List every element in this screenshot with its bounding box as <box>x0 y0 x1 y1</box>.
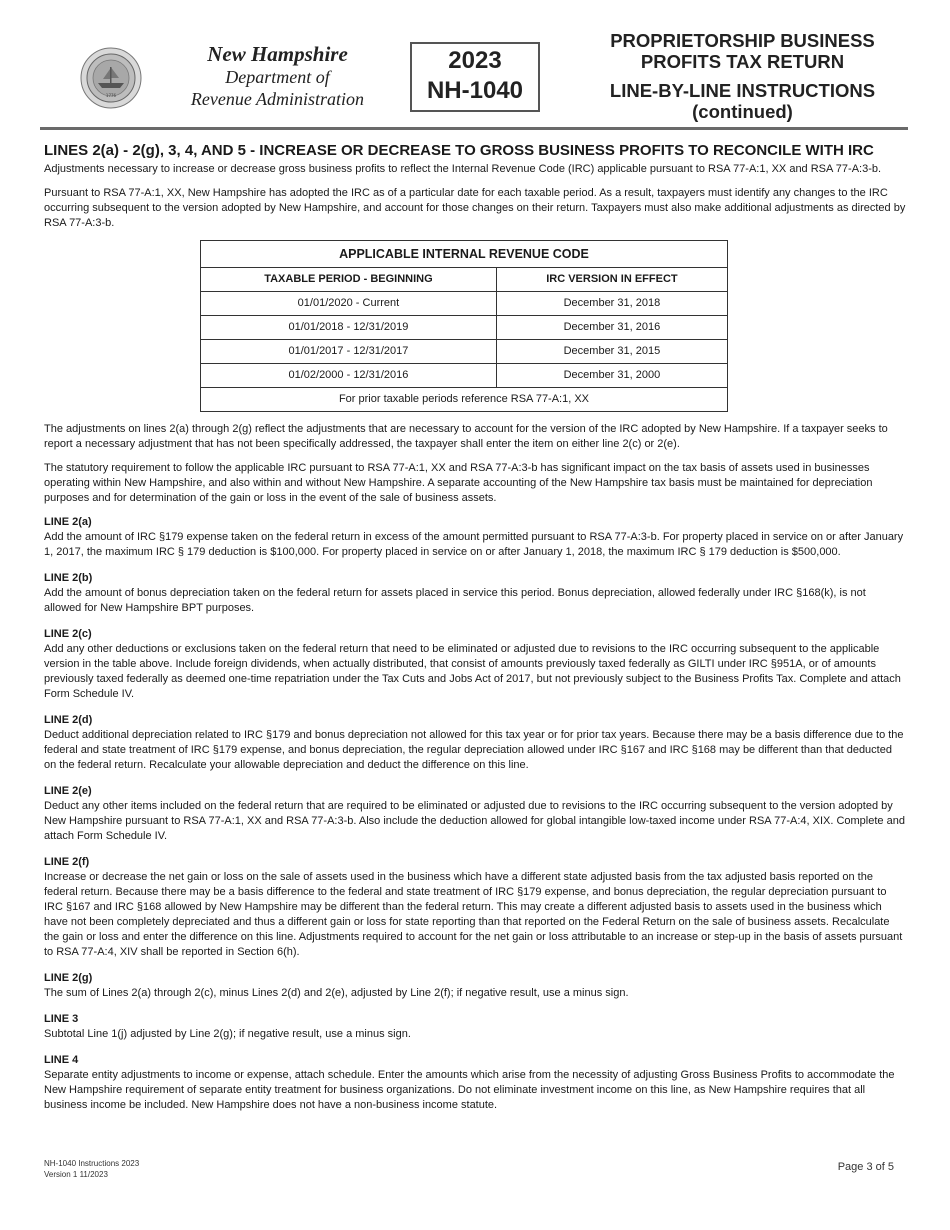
header-divider <box>40 127 908 130</box>
line-section <box>44 784 906 844</box>
line-text: Increase or decrease the net gain or loss on the sale of assets used in the business which have a different state adjusted basis from the tax adjusted basis reported on the federal return. Because there may be a basis difference to the federal and state treatment of IRC §179 expense, and bonus depreciation, the regular depreciation pursuant to IRC §167 and IRC §168 allowed by New Hampshire may be different than the federal return. This may create a different adjusted basis to assets used in the business which have not been completely depreciated and thus a different gain or loss for state reporting than that reported on the Federal Return on the sale of business assets. Recalculate the gain or loss and enter the difference on this line. Adjustments required to account for the net gain or loss attributable to an increase or step-up in the basis of assets pursuant to RSA 77-A:4, XIV shall be reported in Section 6(h). <box>44 871 903 958</box>
line-heading: LINE 3 <box>44 1013 79 1025</box>
table-cell-period: 01/01/2017 - 12/31/2017 <box>201 340 497 364</box>
state-seal-icon <box>80 47 142 109</box>
line-heading: LINE 2(e) <box>44 785 92 797</box>
agency-dept-line1: Department of <box>225 67 330 87</box>
form-id-box <box>410 42 540 112</box>
form-year: 2023 <box>448 47 502 74</box>
line-heading: LINE 4 <box>44 1054 79 1066</box>
agency-dept-line2: Revenue Administration <box>190 89 365 109</box>
line-section <box>44 571 906 616</box>
table-row <box>201 292 728 316</box>
footer-doc-info <box>44 1158 139 1180</box>
statutory-paragraph: The statutory requirement to follow the applicable IRC pursuant to RSA 77-A:1, XX and RSA 77-A:3-b has significant impact on the tax basis of assets used in businesses operating within New Hampshire, and also within and without New Hampshire. A separate accounting of the New Hampshire tax basis must be maintained for depreciation purposes and for determination of the gain or loss in the event of the sale of business assets. <box>44 462 873 504</box>
line-section <box>44 1053 906 1113</box>
line-section <box>44 1012 906 1042</box>
title-line1: PROPRIETORSHIP BUSINESS <box>610 30 875 51</box>
irc-table-footer: For prior taxable periods reference RSA 77-A:1, XX <box>201 388 728 412</box>
line-text: Separate entity adjustments to income or expense, attach schedule. Enter the amounts which arise from the necessity of adjusting Gross Business Profits to accommodate the New Hampshire requirement of separate entity treatment for business organizations. Do not eliminate investment income on this line, as New Hampshire requires that all business income be included. New Hampshire does not have a non-business income statute. <box>44 1069 895 1111</box>
table-cell-version: December 31, 2000 <box>496 364 727 388</box>
line-heading: LINE 2(a) <box>44 516 92 528</box>
line-heading: LINE 2(g) <box>44 972 93 984</box>
table-cell-version: December 31, 2016 <box>496 316 727 340</box>
line-section <box>44 713 906 773</box>
table-cell-version: December 31, 2015 <box>496 340 727 364</box>
page-number: Page 3 of 5 <box>837 1161 894 1173</box>
line-text: Add the amount of bonus depreciation taken on the federal return for assets placed in service this period. Bonus depreciation, allowed federally under IRC §168(k), is not allowed for New Hampshire BPT purposes. <box>44 587 866 614</box>
agency-block <box>170 42 385 110</box>
footer-version: Version 1 11/2023 <box>44 1170 108 1179</box>
title-line2: PROFITS TAX RETURN <box>640 51 845 72</box>
title-line4: (continued) <box>692 101 793 122</box>
agency-name: New Hampshire <box>207 42 348 66</box>
line-text: Add the amount of IRC §179 expense taken on the federal return in excess of the amount permitted pursuant to RSA 77-A:3-b. For property placed in service on or after January 1, 2017, the maximum IRC § 179 deduction is $100,000. For property placed in service on or after January 1, 2018, the maximum IRC § 179 deduction is $500,000. <box>44 531 904 558</box>
line-text: Deduct any other items included on the federal return that are required to be eliminated or adjusted due to revisions to the IRC occurring subsequent to the version adopted by New Hampshire pursuant to RSA 77-A:1, XX and RSA 77-A:3-b. Also include the deduction allowed for global intangible low-taxed income under RSA 77-A:4, XIX. Complete and attach Form Schedule IV. <box>44 800 905 842</box>
line-text: The sum of Lines 2(a) through 2(c), minus Lines 2(d) and 2(e), adjusted by Line 2(f); if negative result, use a minus sign. <box>44 987 629 999</box>
irc-table-caption: APPLICABLE INTERNAL REVENUE CODE <box>201 241 728 268</box>
table-row <box>201 316 728 340</box>
main-content <box>44 142 906 1124</box>
irc-table-header-version: IRC VERSION IN EFFECT <box>496 268 727 292</box>
intro-paragraph-2: Pursuant to RSA 77-A:1, XX, New Hampshire has adopted the IRC as of a particular date for each taxable period. As a result, taxpayers must identify any changes to the IRC occurring subsequent to the version adopted by New Hampshire, and account for those changes on their return. Taxpayers must also make additional adjustments as directed by RSA 77-A:3-b. <box>44 187 906 229</box>
section-heading: LINES 2(a) - 2(g), 3, 4, AND 5 - INCREASE OR DECREASE TO GROSS BUSINESS PROFITS TO RECONCILE WITH IRC <box>44 142 874 159</box>
title-line3: LINE-BY-LINE INSTRUCTIONS <box>609 80 876 101</box>
line-section <box>44 515 906 560</box>
table-row <box>201 364 728 388</box>
line-section <box>44 971 906 1001</box>
irc-table <box>200 240 728 412</box>
line-heading: LINE 2(b) <box>44 572 93 584</box>
seal-year: 1776 <box>105 93 117 98</box>
title-block <box>575 30 910 122</box>
adjustments-paragraph: The adjustments on lines 2(a) through 2(g) reflect the adjustments that are necessary to account for the version of the IRC adopted by New Hampshire. If a taxpayer seeks to report a necessary adjustment that has not been specifically addressed, the taxpayer shall enter the item on either line 2(c) or 2(e). <box>44 423 888 450</box>
line-text: Deduct additional depreciation related to IRC §179 and bonus depreciation not allowed for this tax year or for prior tax years. Because there may be a basis difference due to the federal and state treatment of IRC §179 expense, and bonus depreciation, the regular depreciation allowed under IRC §167 and IRC §168 may be different than that deducted on the federal return. Recalculate your allowable depreciation and deduct the difference on this line. <box>44 729 904 771</box>
line-heading: LINE 2(d) <box>44 714 93 726</box>
line-text: Add any other deductions or exclusions taken on the federal return that need to be eliminated or adjusted due to revisions to the IRC occurring subsequent to the applicable version in the table above. Include foreign dividends, when actually distributed, that consist of amounts previously taxed federally as GILTI under IRC §951A, or of amounts previously taxed federally as deemed one-time repatriation under the Tax Cuts and Jobs Act of 2017, but not previously subject to the Business Profits Tax. Complete and attach Form Schedule IV. <box>44 643 901 700</box>
line-heading: LINE 2(c) <box>44 628 92 640</box>
table-cell-period: 01/02/2000 - 12/31/2016 <box>201 364 497 388</box>
intro-paragraph-1: Adjustments necessary to increase or decrease gross business profits to reflect the Internal Revenue Code (IRC) applicable pursuant to RSA 77-A:1, XX and RSA 77-A:3-b. <box>44 163 882 175</box>
table-cell-period: 01/01/2020 - Current <box>201 292 497 316</box>
line-section <box>44 627 906 702</box>
footer-doc-name: NH-1040 Instructions 2023 <box>44 1159 140 1168</box>
irc-table-header-period: TAXABLE PERIOD - BEGINNING <box>201 268 497 292</box>
page-header <box>0 0 950 130</box>
table-cell-version: December 31, 2018 <box>496 292 727 316</box>
line-text: Subtotal Line 1(j) adjusted by Line 2(g); if negative result, use a minus sign. <box>44 1028 411 1040</box>
form-number: NH-1040 <box>426 77 524 104</box>
line-heading: LINE 2(f) <box>44 856 90 868</box>
table-row <box>201 340 728 364</box>
line-section <box>44 855 906 960</box>
table-cell-period: 01/01/2018 - 12/31/2019 <box>201 316 497 340</box>
